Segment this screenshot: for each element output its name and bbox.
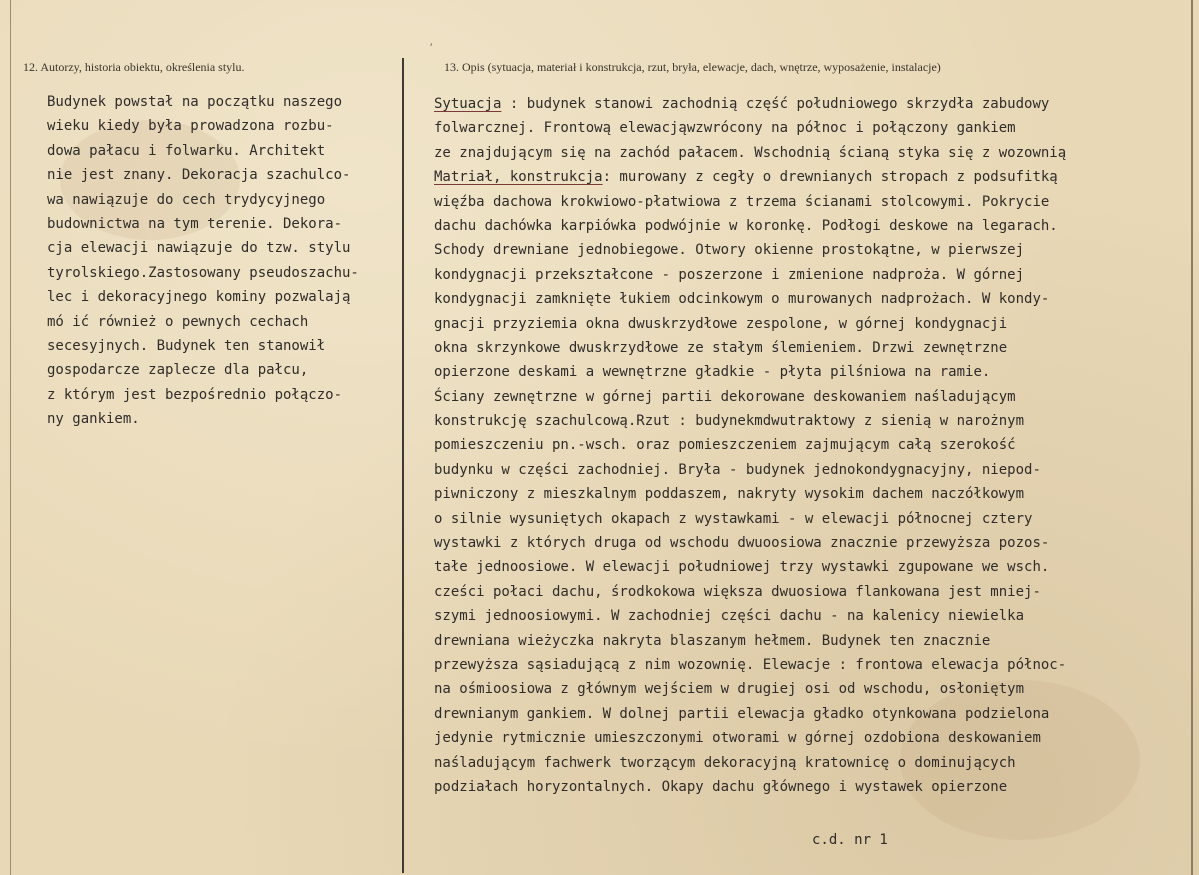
history-text-line: budownictwa na tym terenie. Dekora-	[47, 215, 343, 232]
description-text-line	[434, 433, 1066, 457]
description-text: : murowany z cegły o drewnianych stropach z podsufitką	[602, 169, 1058, 186]
description-text-line	[434, 726, 1066, 750]
description-text-line	[434, 336, 1066, 360]
history-text-line: lec i dekoracyjnego kominy pozwalają	[47, 289, 351, 306]
description-text: dachu dachówka karpiówka podwójnie w koronkę. Podłogi deskowe na legarach.	[434, 217, 1058, 234]
description-text: jedynie rytmicznie umieszczonymi otworami w górnej ozdobiona deskowaniem	[434, 730, 1041, 747]
section-13-heading: 13. Opis (sytuacja, materiał i konstrukcja, rzut, bryła, elewacje, dach, wnętrze, wyposażenie, instalacje)	[444, 60, 941, 74]
description-text: na ośmioosiowa z głównym wejściem w drugiej osi od wschodu, osłoniętym	[434, 681, 1025, 698]
description-text: konstrukcję szachulcową.Rzut : budynekmdwutraktowy z sienią w narożnym	[434, 413, 1025, 430]
description-text: Ściany zewnętrzne w górnej partii dekorowane deskowaniem naśladującym	[434, 388, 1016, 405]
description-text-line	[434, 677, 1066, 701]
history-text-line: mó ić również o pewnych cechach	[47, 313, 309, 330]
description-text: folwarcznej. Frontową elewacjąwzwrócony na północ i połączony gankiem	[434, 120, 1016, 137]
history-text-line: nie jest znany. Dekoracja szachulco-	[47, 167, 351, 184]
description-text-line	[434, 165, 1066, 189]
description-text-line	[434, 629, 1066, 653]
description-text: przewyższa sąsiadującą z nim wozownię. Elewacje : frontowa elewacja północ-	[434, 656, 1067, 673]
history-text-line: z którym jest bezpośrednio połączo-	[47, 386, 343, 403]
description-text-line	[434, 580, 1066, 604]
description-text: tałe jednoosiowe. W elewacji południowej trzy wystawki zgupowane we wsch.	[434, 559, 1050, 576]
description-text: drewnianym gankiem. W dolnej partii elewacja gładko otynkowana podzielona	[434, 705, 1050, 722]
description-text-line	[434, 312, 1066, 336]
description-text-line	[434, 92, 1066, 116]
description-text: kondygnacji zamknięte łukiem odcinkowym o murowanych nadprożach. W kondy-	[434, 291, 1050, 308]
description-text-line	[434, 385, 1066, 409]
description-text: drewniana wieżyczka nakryta blaszanym hełmem. Budynek ten znacznie	[434, 632, 991, 649]
description-text-line	[434, 775, 1066, 799]
description-text-line	[434, 653, 1066, 677]
sheet-border-right	[1191, 0, 1193, 875]
description-text-line	[434, 360, 1066, 384]
description-text-line	[434, 604, 1066, 628]
description-text-line	[434, 482, 1066, 506]
history-text-line: dowa pałacu i folwarku. Architekt	[47, 142, 326, 159]
section-label: Matriał, konstrukcja	[434, 169, 603, 186]
description-text-line	[434, 214, 1066, 238]
description-text: o silnie wysuniętych okapach z wystawkami - w elewacji północnej cztery	[434, 510, 1033, 527]
description-text-line	[434, 238, 1066, 262]
column-divider	[402, 58, 404, 873]
description-text: budynku w części zachodniej. Bryła - budynek jednokondygnacyjny, niepod-	[434, 461, 1041, 478]
history-text-line: Budynek powstał na początku naszego	[47, 94, 343, 110]
ink-mark: ′	[430, 40, 433, 54]
description-text: ze znajdującym się na zachód pałacem. Wschodnią ścianą styka się z wozownią	[434, 144, 1067, 161]
description-text: wystawki z których druga od wschodu dwuoosiowa znacznie przewyższa pozos-	[434, 535, 1050, 552]
section-12-heading: 12. Autorzy, historia obiektu, określenia stylu.	[23, 60, 245, 74]
history-text-line: secesyjnych. Budynek ten stanowił	[47, 337, 326, 354]
description-text: kondygnacji przekształcone - poszerzone i zmienione nadproża. W górnej	[434, 266, 1025, 283]
description-text-line	[434, 751, 1066, 775]
description-text: więźba dachowa krokwiowo-płatwiowa z trzema ścianami stolcowymi. Pokrycie	[434, 193, 1050, 210]
history-text-line: cja elewacji nawiązuje do tzw. stylu	[47, 240, 351, 257]
description-text: cześci połaci dachu, środkokowa większa dwuosiowa flankowana jest mniej-	[434, 583, 1041, 600]
description-text: gnacji przyziemia okna dwuskrzydłowe zespolone, w górnej kondygnacji	[434, 315, 1008, 332]
description-text-line	[434, 116, 1066, 140]
description-text-column	[434, 92, 1066, 799]
history-text-line: wa nawiązuje do cech trydycyjnego	[47, 191, 326, 208]
section-label: Sytuacja	[434, 96, 502, 112]
history-text-line: tyrolskiego.Zastosowany pseudoszachu-	[47, 264, 359, 281]
description-text: okna skrzynkowe dwuskrzydłowe ze stałym ślemieniem. Drzwi zewnętrzne	[434, 339, 1008, 356]
description-text: naśladującym fachwerk tworzącym dekoracyjną kratownicę o dominujących	[434, 754, 1016, 771]
description-text: podziałach horyzontalnych. Okapy dachu głównego i wystawek opierzone	[434, 778, 1008, 795]
description-text-line	[434, 702, 1066, 726]
description-text: szymi jednoosiowymi. W zachodniej części dachu - na kalenicy niewielka	[434, 608, 1025, 625]
continuation-note: c.d. nr 1	[812, 832, 888, 848]
description-text-line	[434, 287, 1066, 311]
description-text-line	[434, 507, 1066, 531]
description-text-line	[434, 263, 1066, 287]
description-text: : budynek stanowi zachodnią część południowego skrzydła zabudowy	[501, 96, 1050, 112]
description-text: pomieszczeniu pn.-wsch. oraz pomieszczeniem zajmującym całą szerokość	[434, 437, 1016, 454]
description-text: opierzone deskami a wewnętrzne gładkie - płyta pilśniowa na ramie.	[434, 364, 991, 381]
description-text-line	[434, 409, 1066, 433]
description-text-line	[434, 190, 1066, 214]
description-text-line	[434, 531, 1066, 555]
description-text: piwniczony z mieszkalnym poddaszem, nakryty wysokim dachem naczółkowym	[434, 486, 1025, 503]
history-text-line: gospodarcze zaplecze dla pałcu,	[47, 362, 309, 379]
description-text-line	[434, 141, 1066, 165]
description-text-line	[434, 458, 1066, 482]
history-text-column	[47, 90, 359, 431]
history-text-line: ny gankiem.	[47, 411, 140, 428]
sheet-border-left	[10, 0, 11, 875]
history-text-line: wieku kiedy była prowadzona rozbu-	[47, 118, 334, 135]
description-text-line	[434, 555, 1066, 579]
description-text: Schody drewniane jednobiegowe. Otwory okienne prostokątne, w pierwszej	[434, 242, 1025, 259]
